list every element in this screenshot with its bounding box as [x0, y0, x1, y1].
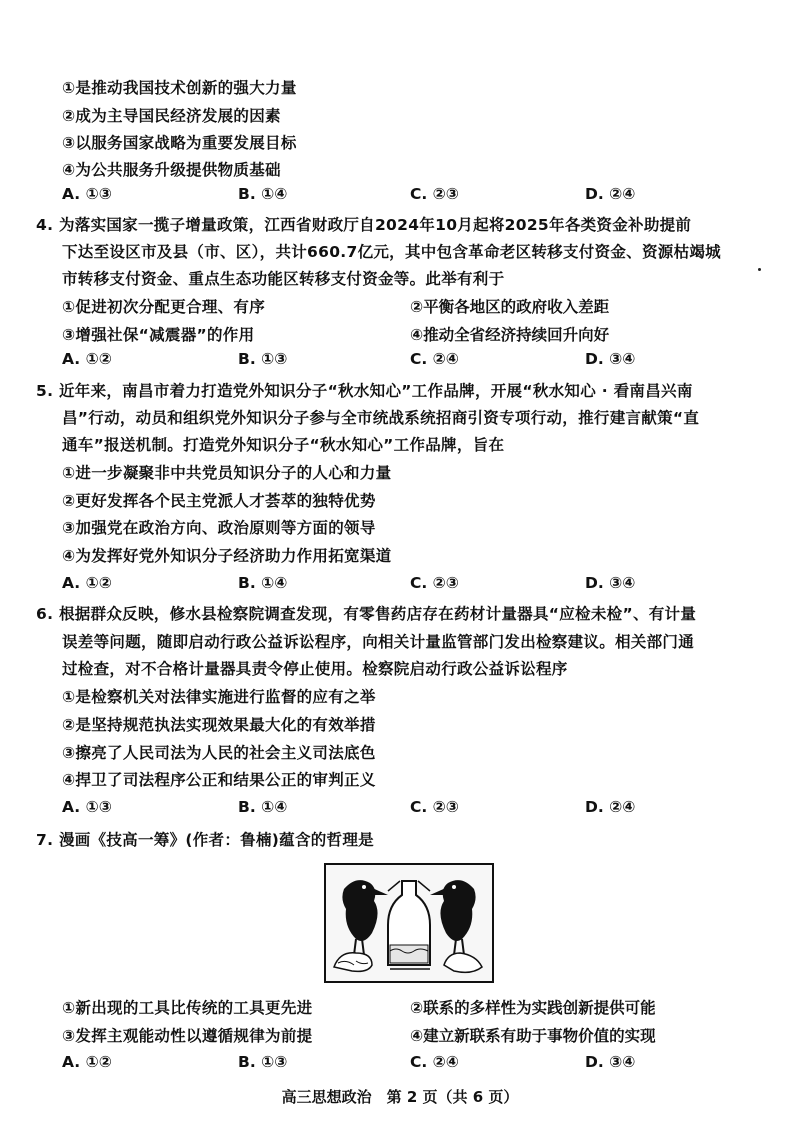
left-crow-icon — [334, 880, 388, 971]
q7-option-c[interactable]: C. ②④ — [410, 1053, 459, 1071]
q5-item-4: ④为发挥好党外知识分子经济助力作用拓宽渠道 — [62, 547, 392, 565]
q6-option-d[interactable]: D. ②④ — [585, 798, 636, 816]
q6-item-1: ①是检察机关对法律实施进行监督的应有之举 — [62, 688, 376, 706]
q7-item-1: ①新出现的工具比传统的工具更先进 — [62, 999, 313, 1017]
q4-option-b[interactable]: B. ①③ — [238, 350, 288, 368]
page-footer: 高三思想政治 第 2 页（共 6 页） — [281, 1088, 519, 1106]
q4-option-c[interactable]: C. ②④ — [410, 350, 459, 368]
q4-stem-2: 下达至设区市及县（市、区），共计660.7亿元，其中包含革命老区转移支付资金、资源枯竭城 — [62, 243, 721, 261]
bottle-icon — [388, 881, 430, 969]
q3-option-a[interactable]: A. ①③ — [62, 185, 112, 203]
q6-stem-1: 6. 根据群众反映，修水县检察院调查发现，有零售药店存在药材计量器具“应检未检”、有计量 — [36, 605, 697, 623]
q6-item-4: ④捍卫了司法程序公正和结果公正的审判正义 — [62, 771, 376, 789]
speck-mark — [758, 268, 761, 271]
q3-option-c[interactable]: C. ②③ — [410, 185, 459, 203]
q5-stem-1: 5. 近年来，南昌市着力打造党外知识分子“秋水知心”工作品牌，开展“秋水知心 · 看南昌兴南 — [36, 382, 693, 400]
q5-item-2: ②更好发挥各个民主党派人才荟萃的独特优势 — [62, 492, 376, 510]
q6-item-3: ③擦亮了人民司法为人民的社会主义司法底色 — [62, 744, 376, 762]
q5-item-1: ①进一步凝聚非中共党员知识分子的人心和力量 — [62, 464, 392, 482]
q5-option-c[interactable]: C. ②③ — [410, 574, 459, 592]
q5-option-b[interactable]: B. ①④ — [238, 574, 288, 592]
q5-option-d[interactable]: D. ③④ — [585, 574, 636, 592]
q3-item-1: ①是推动我国技术创新的强大力量 — [62, 79, 297, 97]
q6-option-b[interactable]: B. ①④ — [238, 798, 288, 816]
q7-item-2: ②联系的多样性为实践创新提供可能 — [410, 999, 656, 1017]
q3-option-b[interactable]: B. ①④ — [238, 185, 288, 203]
cartoon-drawing — [326, 865, 492, 981]
q6-stem-3: 过检查，对不合格计量器具责令停止使用。检察院启动行政公益诉讼程序 — [62, 660, 568, 678]
q4-stem-3: 市转移支付资金、重点生态功能区转移支付资金等。此举有利于 — [62, 270, 505, 288]
q7-item-3: ③发挥主观能动性以遵循规律为前提 — [62, 1027, 313, 1045]
q7-option-b[interactable]: B. ①③ — [238, 1053, 288, 1071]
q6-option-c[interactable]: C. ②③ — [410, 798, 459, 816]
q4-item-4: ④推动全省经济持续回升向好 — [410, 326, 610, 344]
q7-option-d[interactable]: D. ③④ — [585, 1053, 636, 1071]
right-crow-icon — [430, 880, 482, 972]
q4-item-2: ②平衡各地区的政府收入差距 — [410, 298, 610, 316]
q3-item-2: ②成为主导国民经济发展的因素 — [62, 107, 281, 125]
q4-stem-1: 4. 为落实国家一揽子增量政策，江西省财政厅自2024年10月起将2025年各类资金补助提前 — [36, 216, 692, 234]
q3-item-4: ④为公共服务升级提供物质基础 — [62, 161, 281, 179]
q4-item-1: ①促进初次分配更合理、有序 — [62, 298, 266, 316]
q6-item-2: ②是坚持规范执法实现效果最大化的有效举措 — [62, 716, 376, 734]
q7-option-a[interactable]: A. ①② — [62, 1053, 112, 1071]
q3-option-d[interactable]: D. ②④ — [585, 185, 636, 203]
q3-item-3: ③以服务国家战略为重要发展目标 — [62, 134, 297, 152]
q4-option-a[interactable]: A. ①② — [62, 350, 112, 368]
q6-stem-2: 误差等问题，随即启动行政公益诉讼程序，向相关计量监管部门发出检察建议。相关部门通 — [62, 633, 695, 651]
q5-stem-3: 通车”报送机制。打造党外知识分子“秋水知心”工作品牌，旨在 — [62, 436, 505, 454]
q7-stem: 7. 漫画《技高一筹》(作者：鲁楠)蕴含的哲理是 — [36, 831, 374, 849]
q6-option-a[interactable]: A. ①③ — [62, 798, 112, 816]
q5-item-3: ③加强党在政治方向、政治原则等方面的领导 — [62, 519, 376, 537]
q5-option-a[interactable]: A. ①② — [62, 574, 112, 592]
q5-stem-2: 昌”行动，动员和组织党外知识分子参与全市统战系统招商引资专项行动，推行建言献策“直 — [62, 409, 700, 427]
q4-option-d[interactable]: D. ③④ — [585, 350, 636, 368]
q7-item-4: ④建立新联系有助于事物价值的实现 — [410, 1027, 656, 1045]
cartoon-image — [324, 863, 494, 983]
q4-item-3: ③增强社保“减震器”的作用 — [62, 326, 255, 344]
